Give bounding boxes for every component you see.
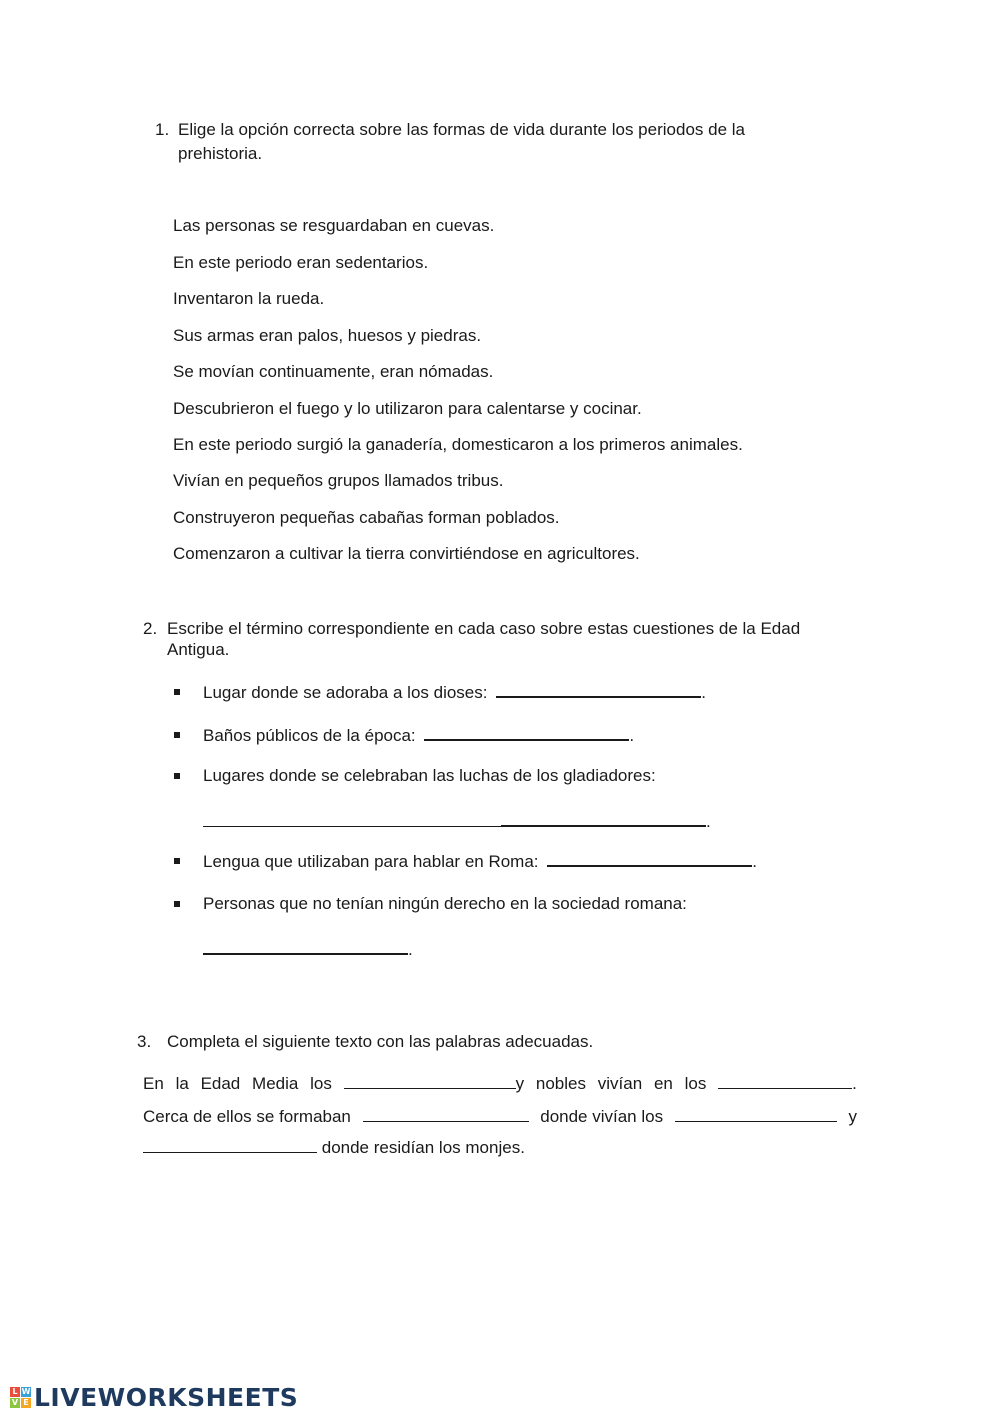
q1-option[interactable]: En este periodo surgió la ganadería, domesticaron a los primeros animales. bbox=[173, 435, 743, 454]
logo-mark-letter: V bbox=[11, 1397, 19, 1407]
word: y bbox=[515, 1074, 525, 1093]
word: En bbox=[143, 1074, 164, 1093]
q2-item-gladiators: Lugares donde se celebraban las luchas de los gladiadores: bbox=[203, 766, 656, 785]
q3-number: 3. bbox=[137, 1032, 152, 1051]
word: nobles bbox=[535, 1074, 586, 1093]
liveworksheets-logo[interactable] bbox=[10, 1382, 298, 1412]
q1-option[interactable]: Las personas se resguardaban en cuevas. bbox=[173, 216, 495, 235]
q2-prompt-line1: Escribe el término correspondiente en cada caso sobre estas cuestiones de la Edad bbox=[167, 619, 801, 638]
q2-item-slaves-answer bbox=[203, 939, 413, 960]
period: . bbox=[629, 726, 635, 745]
word: los bbox=[684, 1074, 707, 1093]
logo-mark-letter: W bbox=[21, 1386, 31, 1396]
period: . bbox=[752, 852, 757, 871]
bullet-icon bbox=[174, 732, 180, 738]
q2-item-slaves: Personas que no tenían ningún derecho en la sociedad romana: bbox=[203, 894, 687, 913]
q1-option[interactable]: Inventaron la rueda. bbox=[173, 289, 325, 308]
answer-blank-language[interactable] bbox=[547, 851, 752, 867]
q1-prompt-line2: prehistoria. bbox=[178, 144, 263, 163]
bullet-icon bbox=[174, 689, 180, 695]
word: los bbox=[310, 1074, 332, 1093]
q2-item-temple bbox=[203, 682, 706, 703]
q1-option[interactable]: En este periodo eran sedentarios. bbox=[173, 253, 429, 272]
text-segment: y bbox=[848, 1107, 857, 1126]
answer-blank-slaves[interactable] bbox=[203, 939, 408, 955]
q1-option[interactable]: Sus armas eran palos, huesos y piedras. bbox=[173, 326, 482, 345]
q1-prompt-line1: Elige la opción correcta sobre las formas de vida durante los periodos de la bbox=[178, 120, 745, 139]
answer-blank-gladiators-a[interactable] bbox=[203, 812, 501, 827]
word: la bbox=[175, 1074, 189, 1093]
word: Edad bbox=[200, 1074, 241, 1093]
answer-blank-villages[interactable] bbox=[363, 1107, 529, 1122]
period: . bbox=[706, 812, 711, 831]
word: vivían bbox=[597, 1074, 643, 1093]
q1-option[interactable]: Comenzaron a cultivar la tierra convirtiéndose en agricultores. bbox=[173, 544, 640, 563]
answer-blank-peasants[interactable] bbox=[675, 1107, 837, 1122]
q1-number: 1. bbox=[155, 120, 170, 139]
answer-blank-baths[interactable] bbox=[424, 725, 629, 741]
answer-blank-monasteries[interactable] bbox=[143, 1138, 317, 1153]
answer-blank-kings[interactable] bbox=[344, 1074, 516, 1089]
text-segment: donde vivían los bbox=[540, 1107, 664, 1126]
q3-text-line3 bbox=[143, 1138, 525, 1158]
q1-option[interactable]: Construyeron pequeñas cabañas forman poblados. bbox=[173, 508, 560, 527]
word: Media bbox=[252, 1074, 299, 1093]
q1-option[interactable]: Descubrieron el fuego y lo utilizaron para calentarse y cocinar. bbox=[173, 399, 642, 418]
q2-item-gladiators-answer bbox=[203, 811, 711, 832]
answer-blank-temple[interactable] bbox=[496, 682, 701, 698]
period: . bbox=[701, 683, 706, 702]
text-segment: Cerca de ellos se formaban bbox=[143, 1107, 351, 1126]
bullet-icon bbox=[174, 858, 180, 864]
bullet-icon bbox=[174, 901, 180, 907]
q2-item-label: Lugar donde se adoraba a los dioses: bbox=[203, 683, 488, 702]
answer-blank-castles[interactable] bbox=[718, 1074, 852, 1089]
q1-option[interactable]: Se movían continuamente, eran nómadas. bbox=[173, 362, 494, 381]
q2-item-label: Baños públicos de la época: bbox=[203, 726, 416, 745]
period: . bbox=[408, 940, 413, 959]
word: en bbox=[653, 1074, 673, 1093]
text-segment: donde residían los monjes. bbox=[321, 1138, 525, 1157]
logo-mark-letter: E bbox=[21, 1398, 31, 1408]
q2-number: 2. bbox=[143, 619, 158, 638]
period: . bbox=[852, 1074, 857, 1093]
q3-text-line1 bbox=[143, 1074, 857, 1094]
bullet-icon bbox=[174, 773, 180, 779]
q2-item-language bbox=[203, 851, 757, 872]
answer-blank-gladiators-b[interactable] bbox=[501, 811, 706, 827]
q2-item-baths bbox=[203, 725, 634, 746]
q3-text-line2 bbox=[143, 1107, 857, 1127]
q1-option[interactable]: Vivían en pequeños grupos llamados tribus. bbox=[173, 471, 504, 490]
logo-mark-icon bbox=[10, 1387, 31, 1408]
logo-text: LIVEWORKSHEETS bbox=[34, 1382, 299, 1412]
q2-prompt-line2: Antigua. bbox=[167, 640, 230, 659]
q2-item-label: Lengua que utilizaban para hablar en Roma: bbox=[203, 852, 539, 871]
logo-mark-letter: L bbox=[10, 1387, 20, 1397]
q3-prompt: Completa el siguiente texto con las palabras adecuadas. bbox=[167, 1032, 594, 1051]
